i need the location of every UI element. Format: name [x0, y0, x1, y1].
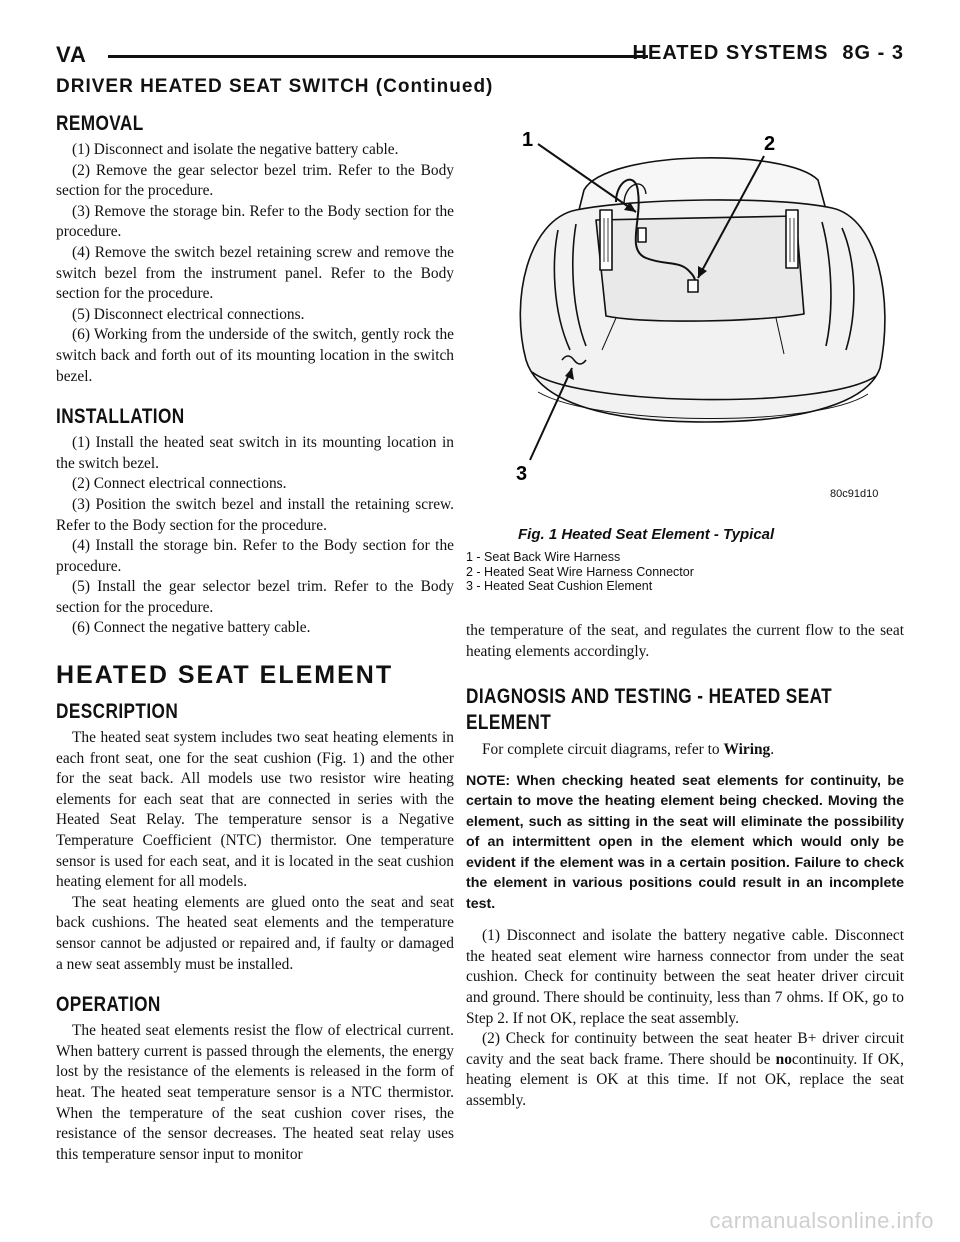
- diagnosis-note: NOTE: When checking heated seat elements for continuity, be certain to move the heating element being checked. Moving the element, such as sitting in the seat will eliminate the possibility of an intermittent open in the element which would only be evident if the element was in a certain position. Failure to check the element in various positions could result in an incomplete test.: [466, 772, 904, 912]
- removal-step: (1) Disconnect and isolate the negative battery cable.: [72, 141, 399, 158]
- diagnosis-heading-line: ELEMENT: [466, 711, 552, 735]
- diagnosis-heading: [466, 684, 833, 736]
- diagnosis-intro: [466, 740, 904, 761]
- continued-title: DRIVER HEATED SEAT SWITCH (Continued): [56, 76, 494, 97]
- left-column: [56, 108, 454, 1165]
- intro-end: .: [770, 741, 775, 759]
- step2-text: (2) Check for continuity between the seat heater B+ driver circuit cavity and the seat back frame. There should be: [466, 1030, 904, 1068]
- installation-step: (3) Position the switch bezel and install the retaining screw. Refer to the Body section for the procedure.: [56, 495, 454, 534]
- callout-1: 1: [522, 129, 534, 151]
- callout-3: 3: [516, 463, 528, 485]
- installation-step: (1) Install the heated seat switch in its mounting location in the switch bezel.: [56, 434, 454, 472]
- removal-step: (2) Remove the gear selector bezel trim. Refer to the Body section for the procedure.: [56, 161, 454, 200]
- installation-step: (4) Install the storage bin. Refer to the Body section for the procedure.: [56, 537, 454, 575]
- callout-2: 2: [764, 133, 776, 155]
- step2-emphasis: no: [775, 1050, 792, 1068]
- operation-paragraph: The heated seat elements resist the flow of electrical current. When battery current is passed through the elements, the energy lost by the resistance of the elements is released in the form of heat. The heated seat temperature sensor is a NTC thermistor. When the temperature of the seat cushion cover rises, the resistance of the sensor decreases. The heated seat relay uses this temperature sensor input to monitor: [56, 1022, 454, 1163]
- removal-step: (3) Remove the storage bin. Refer to the Body section for the procedure.: [56, 202, 454, 241]
- installation-step: (6) Connect the negative battery cable.: [72, 619, 311, 637]
- description-paragraph: The seat heating elements are glued onto the seat and seat back cushions. The heated seat elements and the temperature sensor cannot be adjusted or repaired and, if faulty or damaged a new seat assembly must be installed.: [56, 893, 454, 973]
- operation-heading: OPERATION: [56, 993, 161, 1017]
- step2-text-end: continuity. If OK, heating element is OK at this time. If not OK, replace the seat assembly.: [466, 1050, 904, 1110]
- manual-code: VA: [56, 42, 87, 67]
- element-section-title: HEATED SEAT ELEMENT: [56, 661, 394, 690]
- section-name: HEATED SYSTEMS: [632, 42, 829, 64]
- installation-step: (2) Connect electrical connections.: [72, 475, 287, 493]
- wiring-reference: Wiring: [723, 741, 771, 759]
- legend-item: 1 - Seat Back Wire Harness: [466, 550, 621, 564]
- removal-step: (6) Working from the underside of the switch, gently rock the switch back and forth out of its mounting location in the switch bezel.: [56, 326, 454, 385]
- watermark: carmanualsonline.info: [709, 1208, 934, 1233]
- diagnosis-step: (1) Disconnect and isolate the battery negative cable. Disconnect the heated seat element wire harness connector from under the seat cushion. Check for continuity between the seat heater driver circuit and ground. There should be continuity, less than 7 ohms. If OK, go to Step 2. If not OK, replace the seat assembly.: [466, 927, 904, 1027]
- installation-heading: INSTALLATION: [56, 405, 185, 429]
- diagnosis-step: [466, 1029, 904, 1111]
- figure-code: 80c91d10: [830, 488, 879, 500]
- seat-illustration: [466, 110, 906, 530]
- figure-heated-seat-element: [466, 110, 906, 593]
- legend-item: 3 - Heated Seat Cushion Element: [466, 579, 653, 593]
- header-section: [633, 42, 904, 65]
- header-rule: [108, 55, 648, 58]
- page-header: [56, 42, 904, 70]
- figure-legend: [466, 550, 694, 594]
- removal-step: (5) Disconnect electrical connections.: [72, 305, 305, 323]
- description-paragraph: The heated seat system includes two seat heating elements in each front seat, one for the seat cushion (Fig. 1) and the other for the seat back. All models use two resistor wire heating elements for each seat that are connected in series with the Heated Seat Relay. The temperature sensor is a Negative Temperature Coefficient (NTC) thermistor. One temperature sensor is used for each seat, and it is located in the seat cushion heating element for all models.: [56, 729, 454, 891]
- diagnosis-heading-line: DIAGNOSIS AND TESTING - HEATED SEAT: [466, 685, 833, 709]
- operation-paragraph-continued: the temperature of the seat, and regulates the current flow to the seat heating elements accordingly.: [466, 622, 904, 660]
- intro-text: For complete circuit diagrams, refer to: [482, 741, 724, 759]
- removal-heading: REMOVAL: [56, 112, 144, 135]
- right-column: [466, 621, 904, 1112]
- legend-item: 2 - Heated Seat Wire Harness Connector: [466, 564, 694, 579]
- page-number: 8G - 3: [842, 42, 904, 64]
- installation-step: (5) Install the gear selector bezel trim. Refer to the Body section for the procedure.: [56, 578, 454, 616]
- description-heading: DESCRIPTION: [56, 700, 179, 724]
- removal-step: (4) Remove the switch bezel retaining screw and remove the switch bezel from the instrument panel. Refer to the Body section for the procedure.: [56, 243, 454, 303]
- figure-caption: Fig. 1 Heated Seat Element - Typical: [518, 526, 775, 543]
